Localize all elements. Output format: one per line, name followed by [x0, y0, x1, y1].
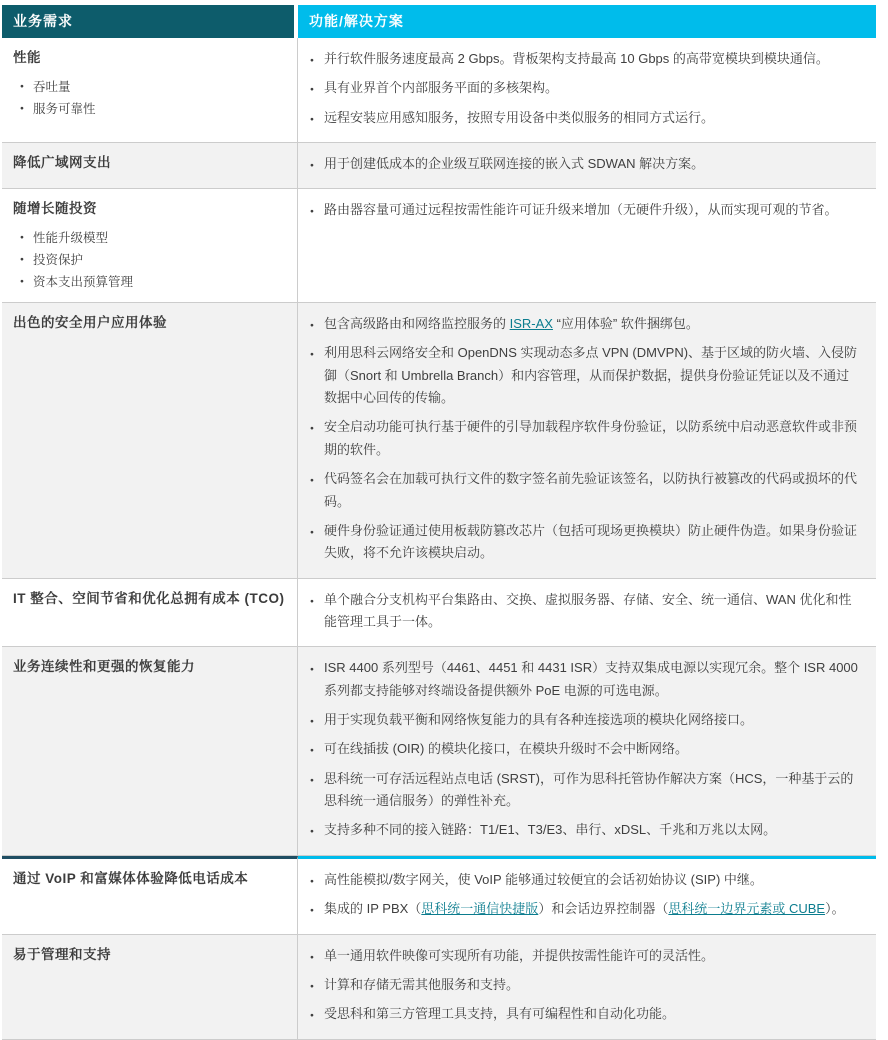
- solution-bullet-item: ● 用于创建低成本的企业级互联网连接的嵌入式 SDWAN 解决方案。: [308, 153, 862, 175]
- solution-bullet-item: ● 用于实现负载平衡和网络恢复能力的具有各种连接选项的模块化网络接口。: [308, 709, 862, 731]
- solution-bullet-item: ● 计算和存储无需其他服务和支持。: [308, 974, 862, 996]
- table-row: [2, 579, 876, 648]
- need-cell: [2, 579, 298, 648]
- header-cell-business-need: 业务需求: [2, 5, 298, 38]
- solution-bullet-list: [308, 945, 862, 1026]
- solution-bullet-item: ● 代码签名会在加载可执行文件的数字签名前先验证该签名，以防执行被篡改的代码或损坏的代码。: [308, 468, 862, 513]
- inline-link[interactable]: 思科统一通信快捷版: [421, 901, 539, 917]
- table-row: [2, 647, 876, 856]
- need-bullet-item: ● 资本支出预算管理: [20, 272, 287, 292]
- need-title: 易于管理和支持: [13, 946, 111, 962]
- need-cell: [2, 647, 298, 856]
- feature-solution-table: [2, 5, 876, 1040]
- solution-bullet-item: ● 硬件身份验证通过使用板载防篡改芯片（包括可现场更换模块）防止硬件伪造。如果身份验证失败，将不允许该模块启动。: [308, 520, 862, 565]
- solution-bullet-item: ● ISR 4400 系列型号（4461、4451 和 4431 ISR）支持双集成电源以实现冗余。整个 ISR 4000 系列都支持能够对终端设备提供额外 PoE 电源的可选电源。: [308, 657, 862, 702]
- need-bullet-item: ● 性能升级模型: [20, 228, 287, 248]
- solution-bullet-list: [308, 313, 862, 565]
- need-cell: [2, 935, 298, 1040]
- solutions-cell: [298, 856, 876, 935]
- table-row: [2, 856, 876, 935]
- solutions-cell: [298, 143, 876, 189]
- need-bullet-item: ● 投资保护: [20, 250, 287, 270]
- table-header-row: [2, 5, 876, 38]
- inline-link[interactable]: ISR-AX: [509, 316, 553, 331]
- solution-bullet-item: ● 路由器容量可通过远程按需性能许可证升级来增加（无硬件升级），从而实现可观的节省。: [308, 199, 862, 221]
- table-row: [2, 303, 876, 579]
- solutions-cell: [298, 38, 876, 143]
- solution-bullet-item: ● 受思科和第三方管理工具支持，具有可编程性和自动化功能。: [308, 1003, 862, 1025]
- solutions-cell: [298, 303, 876, 579]
- need-cell: [2, 189, 298, 303]
- need-cell: [2, 303, 298, 579]
- solution-bullet-item: ● 并行软件服务速度最高 2 Gbps。背板架构支持最高 10 Gbps 的高带宽模块到模块通信。: [308, 48, 862, 70]
- solution-bullet-list: [308, 153, 862, 175]
- need-cell: [2, 143, 298, 189]
- need-title: 业务连续性和更强的恢复能力: [13, 659, 195, 675]
- table-row: [2, 38, 876, 143]
- solution-bullet-list: [308, 48, 862, 129]
- header-cell-solutions: 功能/解决方案: [298, 5, 876, 38]
- need-bullet-item: ● 服务可靠性: [20, 99, 287, 119]
- solution-bullet-item: ● 包含高级路由和网络监控服务的 ISR-AX “应用体验” 软件捆绑包。: [308, 313, 862, 335]
- solution-bullet-list: [308, 589, 862, 634]
- table-row: [2, 935, 876, 1040]
- table-row: [2, 143, 876, 189]
- solution-bullet-list: [308, 869, 862, 921]
- need-cell: [2, 856, 298, 935]
- need-bullet-item: ● 吞吐量: [20, 77, 287, 97]
- solutions-cell: [298, 935, 876, 1040]
- solution-bullet-list: [308, 657, 862, 842]
- solution-bullet-item: ● 思科统一可存活远程站点电话 (SRST)，可作为思科托管协作解决方案（HCS，一种基于云的思科统一通信服务）的弹性补充。: [308, 768, 862, 813]
- solutions-cell: [298, 189, 876, 303]
- solution-bullet-item: ● 安全启动功能可执行基于硬件的引导加载程序软件身份验证，以防系统中启动恶意软件或非预期的软件。: [308, 416, 862, 461]
- need-title: IT 整合、空间节省和优化总拥有成本 (TCO): [13, 590, 285, 606]
- solution-bullet-item: ● 具有业界首个内部服务平面的多核架构。: [308, 77, 862, 99]
- solution-bullet-item: ● 集成的 IP PBX（思科统一通信快捷版）和会话边界控制器（思科统一边界元素或 CUBE）。: [308, 898, 862, 920]
- need-title: 随增长随投资: [13, 201, 97, 217]
- need-title: 出色的安全用户应用体验: [13, 315, 167, 330]
- solution-bullet-item: ● 单一通用软件映像可实现所有功能，并提供按需性能许可的灵活性。: [308, 945, 862, 967]
- solution-bullet-item: ● 单个融合分支机构平台集路由、交换、虚拟服务器、存储、安全、统一通信、WAN 优化和性能管理工具于一体。: [308, 589, 862, 634]
- solution-bullet-item: ● 利用思科云网络安全和 OpenDNS 实现动态多点 VPN (DMVPN)、基于区域的防火墙、入侵防御（Snort 和 Umbrella Branch）和内容管理，从而保护数据，提供身份验证凭证以及不通过数据中心回传的传输。: [308, 342, 862, 409]
- need-cell: [2, 38, 298, 143]
- solution-bullet-item: ● 远程安装应用感知服务，按照专用设备中类似服务的相同方式运行。: [308, 107, 862, 129]
- need-title: 通过 VoIP 和富媒体体验降低电话成本: [13, 870, 249, 886]
- solution-bullet-item: ● 可在线插拔 (OIR) 的模块化接口，在模块升级时不会中断网络。: [308, 738, 862, 760]
- inline-link[interactable]: 思科统一边界元素或 CUBE: [668, 901, 826, 917]
- need-bullet-list: [20, 228, 287, 292]
- need-bullet-list: [20, 77, 287, 119]
- table-body: [2, 38, 876, 1040]
- solution-bullet-item: ● 高性能模拟/数字网关，使 VoIP 能够通过较便宜的会话初始协议 (SIP) 中继。: [308, 869, 862, 891]
- solutions-cell: [298, 579, 876, 648]
- solution-bullet-list: [308, 199, 862, 221]
- solution-bullet-item: ● 支持多种不同的接入链路：T1/E1、T3/E3、串行、xDSL、千兆和万兆以太网。: [308, 819, 862, 841]
- solutions-cell: [298, 647, 876, 856]
- need-title: 降低广域网支出: [13, 155, 111, 171]
- need-title: 性能: [13, 50, 41, 65]
- table-row: [2, 189, 876, 303]
